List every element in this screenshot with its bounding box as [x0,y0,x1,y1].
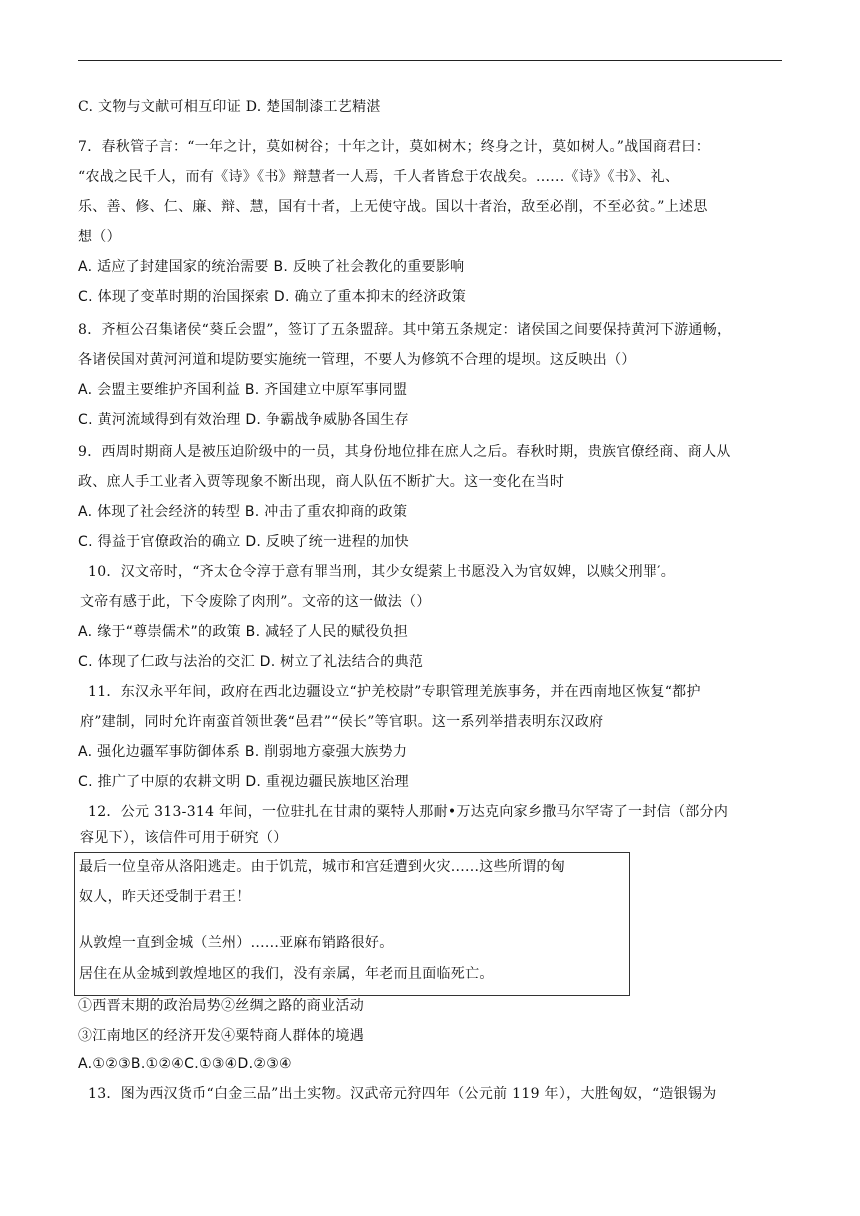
q10-stem-line1: 10．汉文帝时，“齐太仓令淳于意有罪当刑，其少女缇萦上书愿没入为官奴婢，以赎父刑罪′。 [88,564,676,580]
header-rule [78,60,782,61]
q12-choices-line2: ③江南地区的经济开发④粟特商人群体的境遇 [78,1028,364,1044]
q8-stem-line1: 8．齐桓公召集诸侯“葵丘会盟”，签订了五条盟辞。其中第五条规定：诸侯国之间要保持黄河下游通畅， [78,322,732,338]
q11-stem-line2: 府”建制，同时允许南蛮首领世袭“邑君”“侯长”等官职。这一系列举措表明东汉政府 [80,714,604,730]
q11-options-ab: A. 强化边疆军事防御体系 B. 削弱地方豪强大族势力 [78,744,408,760]
q9-stem-line1: 9．西周时期商人是被压迫阶级中的一员，其身份地位排在庶人之后。春秋时期，贵族官僚经商、商人从 [78,444,731,460]
q7-stem-line4: 想（） [78,229,121,245]
q13-stem-line1: 13．图为西汉货币“白金三品”出土实物。汉武帝元狩四年（公元前 119 年），大胜匈奴，“造银锡为 [88,1086,717,1102]
q7-stem-line3: 乐、善、修、仁、廉、辩、慧，国有十者，上无使守战。国以十者治，敌至必削，不至必贫。”上述思 [78,199,708,215]
q7-options-cd: C. 体现了变革时期的治国探索 D. 确立了重本抑末的经济政策 [78,289,467,305]
q9-options-cd: C. 得益于官僚政治的确立 D. 反映了统一进程的加快 [78,534,409,550]
q10-stem-line2: 文帝有感于此，下令废除了肉刑”。文帝的这一做法（） [80,594,431,610]
letter-line3: 从敦煌一直到金城（兰州）......亚麻布销路很好。 [79,935,394,951]
letter-line2: 奴人，昨天还受制于君王！ [79,889,251,905]
q11-stem-line1: 11．东汉永平年间，政府在西北边疆设立“护羌校尉”专职管理羌族事务，并在西南地区恢复“都护 [88,684,701,700]
q12-stem-line2: 容见下），该信件可用于研究（） [80,830,288,846]
q9-stem-line2: 政、庶人手工业者入贾等现象不断出现，商人队伍不断扩大。这一变化在当时 [78,474,565,490]
q12-stem-line1: 12．公元 313-314 年间，一位驻扎在甘肃的粟特人那耐•万达克向家乡撒马尔罕寄了一封信（部分内 [88,804,729,820]
q10-options-ab: A. 缘于“尊崇儒术”的政策 B. 减轻了人民的赋役负担 [78,624,409,640]
letter-excerpt-box [74,852,630,996]
q11-options-cd: C. 推广了中原的农耕文明 D. 重视边疆民族地区治理 [78,774,409,790]
letter-line1: 最后一位皇帝从洛阳逃走。由于饥荒，城市和宫廷遭到火灾......这些所谓的匈 [79,859,566,875]
q10-options-cd: C. 体现了仁政与法治的交汇 D. 树立了礼法结合的典范 [78,654,424,670]
q7-stem-line2: “农战之民千人，而有《诗》《书》辩慧者一人焉，千人者皆怠于农战矣。......《诗》《书》、礼、 [78,169,680,185]
q8-stem-line2: 各诸侯国对黄河河道和堤防要实施统一管理，不要人为修筑不合理的堤坝。这反映出（） [78,352,636,368]
q7-options-ab: A. 适应了封建国家的统治需要 B. 反映了社会教化的重要影响 [78,259,465,275]
q8-options-ab: A. 会盟主要维护齐国利益 B. 齐国建立中原军事同盟 [78,382,408,398]
letter-line4: 居住在从金城到敦煌地区的我们，没有亲属，年老而且面临死亡。 [79,966,494,982]
q12-options: A.①②③B.①②④C.①③④D.②③④ [78,1056,292,1072]
q7-stem-line1: 7．春秋管子言：“一年之计，莫如树谷；十年之计，莫如树木；终身之计，莫如树人。”战国商君曰： [78,139,711,155]
q12-choices-line1: ①西晋末期的政治局势②丝绸之路的商业活动 [78,998,364,1014]
q9-options-ab: A. 体现了社会经济的转型 B. 冲击了重农抑商的政策 [78,504,408,520]
q6-options-cd: C. 文物与文献可相互印证 D. 楚国制漆工艺精湛 [78,99,381,115]
q8-options-cd: C. 黄河流域得到有效治理 D. 争霸战争威胁各国生存 [78,412,409,428]
